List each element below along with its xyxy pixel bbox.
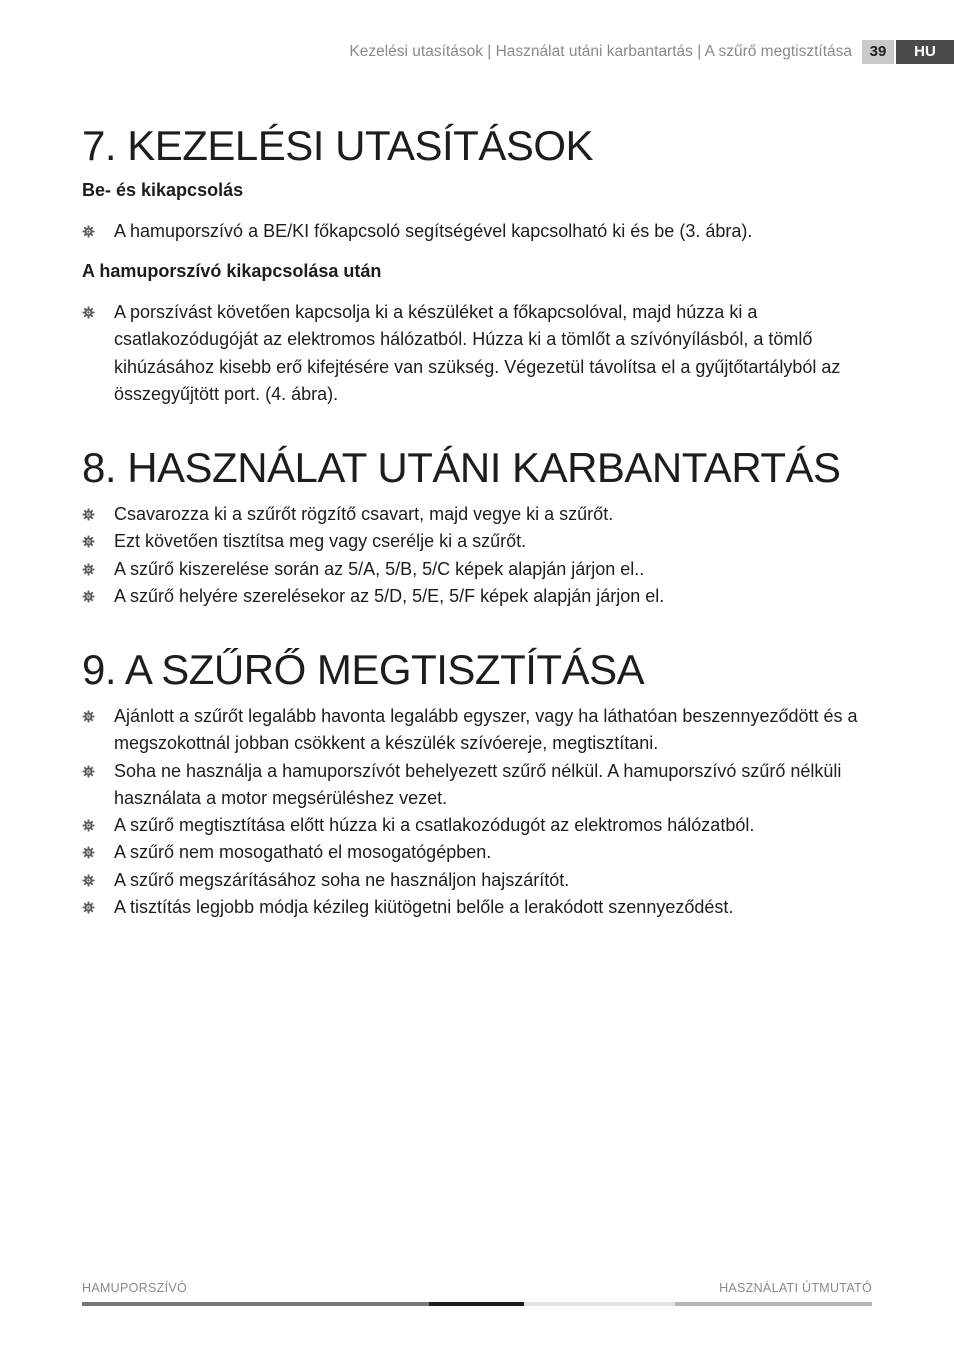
gear-bullet-icon: [82, 563, 95, 576]
list-item: A szűrő megtisztítása előtt húzza ki a csatlakozódugót az elektromos hálózatból.: [82, 812, 877, 839]
gear-bullet-icon: [82, 819, 95, 832]
section-title-9: 9. A SZŰRŐ MEGTISZTÍTÁSA: [82, 646, 645, 693]
list-item: Csavarozza ki a szűrőt rögzítő csavart, majd vegye ki a szűrőt.: [82, 501, 877, 528]
list-item: A szűrő kiszerelése során az 5/A, 5/B, 5/C képek alapján járjon el..: [82, 556, 877, 583]
list-item: A szűrő nem mosogatható el mosogatógépben.: [82, 839, 877, 866]
bullet-list-maintenance: [82, 501, 877, 610]
gear-bullet-icon: [82, 765, 95, 778]
footer-bar-segment: [429, 1302, 524, 1306]
gear-bullet-icon: [82, 710, 95, 723]
list-item: A hamuporszívó a BE/KI főkapcsoló segítségével kapcsolható ki és be (3. ábra).: [82, 218, 877, 245]
footer-doc-type: HASZNÁLATI ÚTMUTATÓ: [719, 1281, 872, 1295]
subsection-heading-on-off: Be- és kikapcsolás: [82, 180, 244, 200]
footer-bar-segment: [524, 1302, 675, 1306]
list-item: A tisztítás legjobb módja kézileg kiütögetni belőle a lerakódott szennyeződést.: [82, 894, 877, 921]
gear-bullet-icon: [82, 508, 95, 521]
header-breadcrumb: Kezelési utasítások | Használat utáni karbantartás | A szűrő megtisztítása: [349, 43, 852, 60]
list-item: Soha ne használja a hamuporszívót behelyezett szűrő nélkül. A hamuporszívó szűrő nélküli használata a motor megsérüléshez vezet.: [82, 758, 877, 813]
list-item: A szűrő megszárításához soha ne használjon hajszárítót.: [82, 867, 877, 894]
footer-product-name: HAMUPORSZÍVÓ: [82, 1281, 187, 1295]
gear-bullet-icon: [82, 535, 95, 548]
list-item: Ezt követően tisztítsa meg vagy cserélje ki a szűrőt.: [82, 528, 877, 555]
bullet-list-on-off: [82, 218, 877, 245]
section-title-7: 7. KEZELÉSI UTASÍTÁSOK: [82, 122, 594, 169]
footer-bar-segment: [82, 1302, 429, 1306]
bullet-list-after-off: [82, 299, 877, 408]
section-title-8: 8. HASZNÁLAT UTÁNI KARBANTARTÁS: [82, 444, 841, 491]
language-badge: HU: [896, 40, 954, 64]
gear-bullet-icon: [82, 901, 95, 914]
page-number: 39: [862, 40, 894, 64]
gear-bullet-icon: [82, 306, 95, 319]
gear-bullet-icon: [82, 225, 95, 238]
list-item: Ajánlott a szűrőt legalább havonta legalább egyszer, vagy ha láthatóan beszennyeződött és a megszokottnál jobban csökkent a készülék szívóereje, megtisztítani.: [82, 703, 877, 758]
bullet-list-filter-cleaning: [82, 703, 877, 921]
list-item: A porszívást követően kapcsolja ki a készüléket a főkapcsolóval, majd húzza ki a csatlakozódugóját az elektromos hálózatból. Húzza ki a tömlőt a szívónyílásból, a tömlő kihúzásához kisebb erő kifejtésére van szükség. Végezetül távolítsa el a gyűjtőtartályból az összegyűjtött port. (4. ábra).: [82, 299, 877, 408]
gear-bullet-icon: [82, 846, 95, 859]
list-item: A szűrő helyére szerelésekor az 5/D, 5/E, 5/F képek alapján járjon el.: [82, 583, 877, 610]
gear-bullet-icon: [82, 874, 95, 887]
footer-bar-segment: [675, 1302, 872, 1306]
page-header: [349, 40, 954, 64]
gear-bullet-icon: [82, 590, 95, 603]
subsection-heading-after-off: A hamuporszívó kikapcsolása után: [82, 261, 382, 281]
footer-divider: [82, 1302, 872, 1306]
